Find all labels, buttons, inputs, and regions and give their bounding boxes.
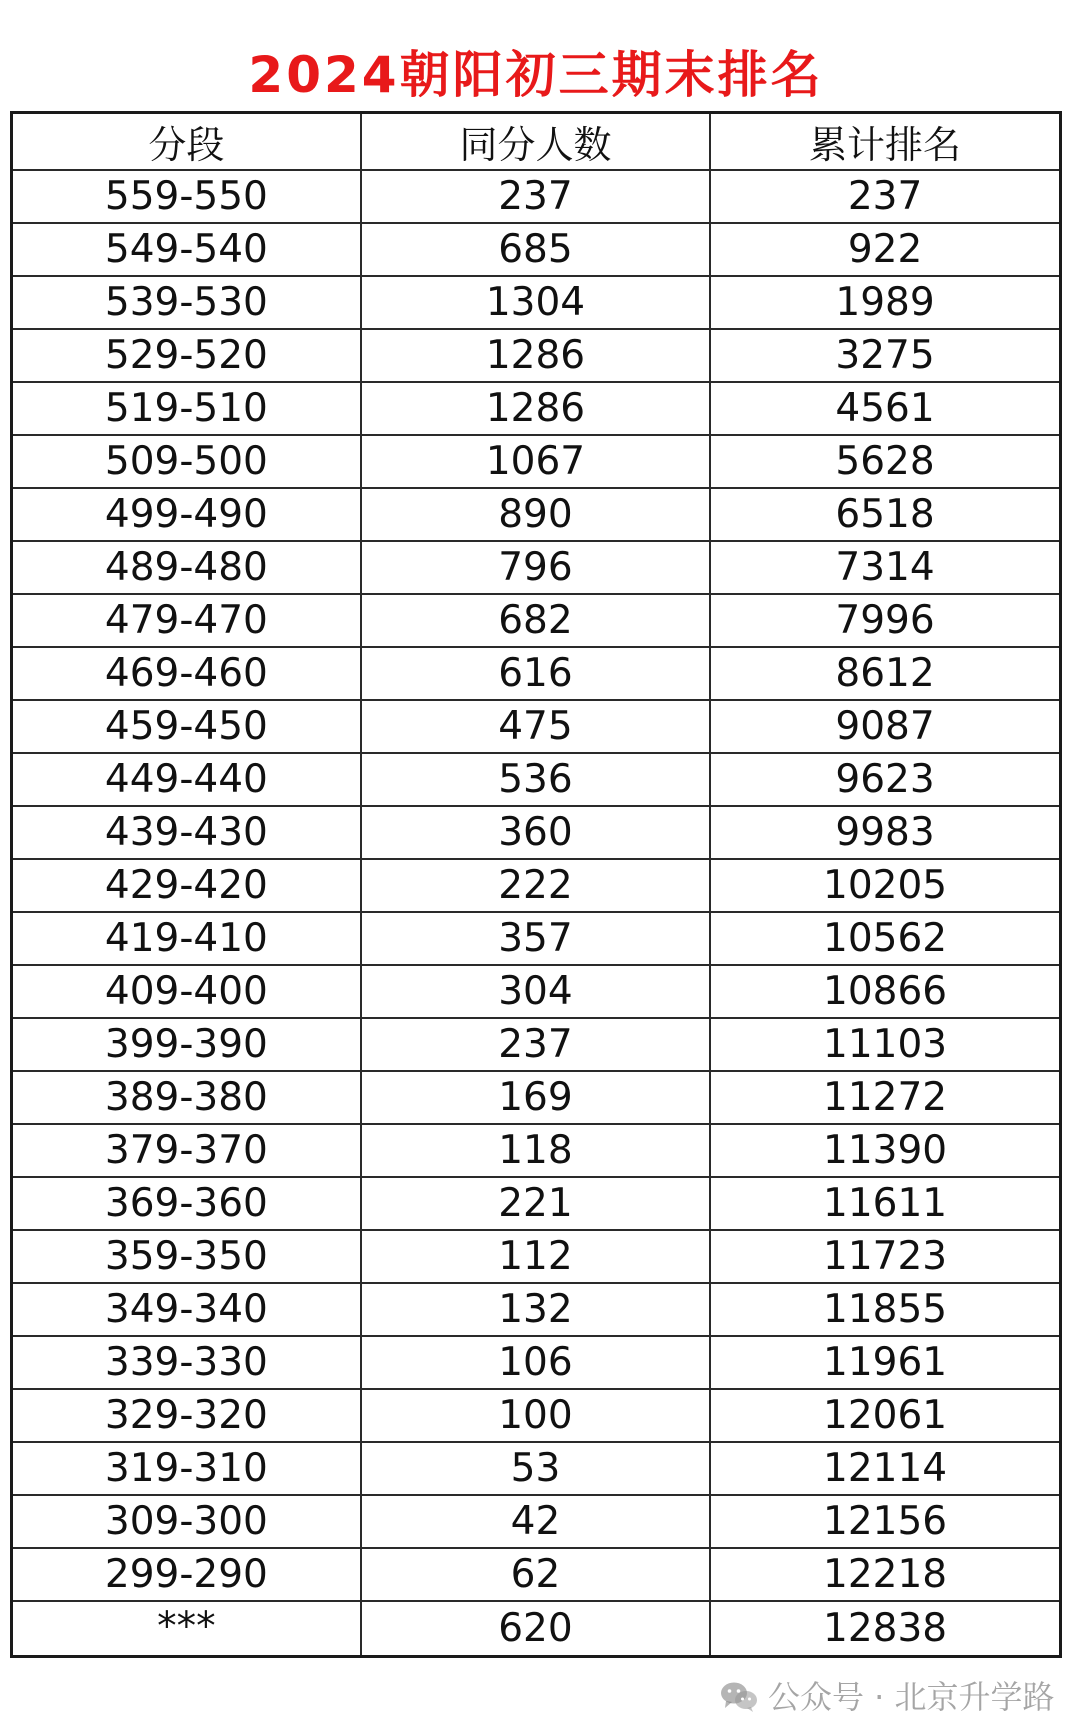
count-cell: 1286 <box>361 329 710 382</box>
count-cell: 221 <box>361 1177 710 1230</box>
count-cell: 890 <box>361 488 710 541</box>
score-range-cell: 319-310 <box>12 1442 361 1495</box>
cumulative-rank-cell: 12838 <box>710 1601 1060 1657</box>
cumulative-rank-cell: 12114 <box>710 1442 1060 1495</box>
count-cell: 360 <box>361 806 710 859</box>
table-body <box>12 170 1061 1657</box>
score-range-cell: 309-300 <box>12 1495 361 1548</box>
cumulative-rank-cell: 11855 <box>710 1283 1060 1336</box>
score-range-cell: 499-490 <box>12 488 361 541</box>
count-cell: 222 <box>361 859 710 912</box>
score-range-cell: 359-350 <box>12 1230 361 1283</box>
table-row <box>12 1548 1061 1601</box>
cumulative-rank-cell: 4561 <box>710 382 1060 435</box>
cumulative-rank-cell: 7996 <box>710 594 1060 647</box>
table-row <box>12 1601 1061 1657</box>
count-cell: 106 <box>361 1336 710 1389</box>
table-row <box>12 435 1061 488</box>
cumulative-rank-cell: 10562 <box>710 912 1060 965</box>
page-title: 2024朝阳初三期末排名 <box>248 46 824 104</box>
count-cell: 112 <box>361 1230 710 1283</box>
count-cell: 536 <box>361 753 710 806</box>
cumulative-rank-cell: 7314 <box>710 541 1060 594</box>
score-range-cell: 519-510 <box>12 382 361 435</box>
count-cell: 132 <box>361 1283 710 1336</box>
score-range-cell: 349-340 <box>12 1283 361 1336</box>
table-row <box>12 541 1061 594</box>
score-range-cell: 439-430 <box>12 806 361 859</box>
cumulative-rank-cell: 3275 <box>710 329 1060 382</box>
table-row <box>12 1336 1061 1389</box>
table-row <box>12 1495 1061 1548</box>
score-range-cell: 369-360 <box>12 1177 361 1230</box>
score-range-cell: 559-550 <box>12 170 361 223</box>
table-row <box>12 700 1061 753</box>
table-row <box>12 647 1061 700</box>
count-cell: 796 <box>361 541 710 594</box>
cumulative-rank-cell: 237 <box>710 170 1060 223</box>
table-row <box>12 965 1061 1018</box>
cumulative-rank-cell: 12156 <box>710 1495 1060 1548</box>
score-range-cell: 419-410 <box>12 912 361 965</box>
cumulative-rank-cell: 11611 <box>710 1177 1060 1230</box>
table-row <box>12 806 1061 859</box>
ranking-table <box>10 111 1062 1658</box>
count-cell: 685 <box>361 223 710 276</box>
score-range-cell: 339-330 <box>12 1336 361 1389</box>
score-range-cell: *** <box>12 1601 361 1657</box>
count-cell: 118 <box>361 1124 710 1177</box>
score-range-cell: 299-290 <box>12 1548 361 1601</box>
watermark <box>720 1672 1055 1722</box>
cumulative-rank-cell: 9983 <box>710 806 1060 859</box>
cumulative-rank-cell: 9623 <box>710 753 1060 806</box>
score-range-cell: 509-500 <box>12 435 361 488</box>
count-cell: 42 <box>361 1495 710 1548</box>
score-range-cell: 449-440 <box>12 753 361 806</box>
table-row <box>12 1442 1061 1495</box>
count-cell: 169 <box>361 1071 710 1124</box>
table-row <box>12 223 1061 276</box>
watermark-text: 公众号 · 北京升学路 <box>768 1678 1055 1716</box>
score-range-cell: 539-530 <box>12 276 361 329</box>
score-range-cell: 389-380 <box>12 1071 361 1124</box>
column-header-count: 同分人数 <box>361 113 710 171</box>
table-row <box>12 382 1061 435</box>
table-row <box>12 329 1061 382</box>
cumulative-rank-cell: 10205 <box>710 859 1060 912</box>
cumulative-rank-cell: 922 <box>710 223 1060 276</box>
table-row <box>12 594 1061 647</box>
wechat-icon <box>720 1681 758 1713</box>
cumulative-rank-cell: 11390 <box>710 1124 1060 1177</box>
cumulative-rank-cell: 11961 <box>710 1336 1060 1389</box>
cumulative-rank-cell: 1989 <box>710 276 1060 329</box>
score-range-cell: 429-420 <box>12 859 361 912</box>
cumulative-rank-cell: 11723 <box>710 1230 1060 1283</box>
table-row <box>12 1389 1061 1442</box>
count-cell: 304 <box>361 965 710 1018</box>
cumulative-rank-cell: 11103 <box>710 1018 1060 1071</box>
score-range-cell: 489-480 <box>12 541 361 594</box>
table-row <box>12 859 1061 912</box>
cumulative-rank-cell: 6518 <box>710 488 1060 541</box>
count-cell: 100 <box>361 1389 710 1442</box>
score-range-cell: 479-470 <box>12 594 361 647</box>
cumulative-rank-cell: 12218 <box>710 1548 1060 1601</box>
cumulative-rank-cell: 8612 <box>710 647 1060 700</box>
count-cell: 53 <box>361 1442 710 1495</box>
count-cell: 620 <box>361 1601 710 1657</box>
count-cell: 237 <box>361 170 710 223</box>
table-row <box>12 488 1061 541</box>
count-cell: 1067 <box>361 435 710 488</box>
table-row <box>12 1018 1061 1071</box>
score-range-cell: 459-450 <box>12 700 361 753</box>
count-cell: 616 <box>361 647 710 700</box>
score-range-cell: 529-520 <box>12 329 361 382</box>
count-cell: 682 <box>361 594 710 647</box>
score-range-cell: 379-370 <box>12 1124 361 1177</box>
count-cell: 1304 <box>361 276 710 329</box>
column-header-score-range: 分段 <box>12 113 361 171</box>
score-range-cell: 399-390 <box>12 1018 361 1071</box>
table-row <box>12 170 1061 223</box>
column-header-cumulative-rank: 累计排名 <box>710 113 1060 171</box>
table-row <box>12 912 1061 965</box>
count-cell: 62 <box>361 1548 710 1601</box>
table-row <box>12 1124 1061 1177</box>
table-row <box>12 1177 1061 1230</box>
table-row <box>12 753 1061 806</box>
cumulative-rank-cell: 12061 <box>710 1389 1060 1442</box>
score-range-cell: 469-460 <box>12 647 361 700</box>
table-row <box>12 1230 1061 1283</box>
score-range-cell: 549-540 <box>12 223 361 276</box>
table-row <box>12 276 1061 329</box>
count-cell: 1286 <box>361 382 710 435</box>
cumulative-rank-cell: 9087 <box>710 700 1060 753</box>
count-cell: 475 <box>361 700 710 753</box>
count-cell: 237 <box>361 1018 710 1071</box>
table-header-row <box>12 113 1061 171</box>
table-row <box>12 1283 1061 1336</box>
cumulative-rank-cell: 11272 <box>710 1071 1060 1124</box>
cumulative-rank-cell: 10866 <box>710 965 1060 1018</box>
score-range-cell: 329-320 <box>12 1389 361 1442</box>
score-range-cell: 409-400 <box>12 965 361 1018</box>
cumulative-rank-cell: 5628 <box>710 435 1060 488</box>
count-cell: 357 <box>361 912 710 965</box>
table-row <box>12 1071 1061 1124</box>
